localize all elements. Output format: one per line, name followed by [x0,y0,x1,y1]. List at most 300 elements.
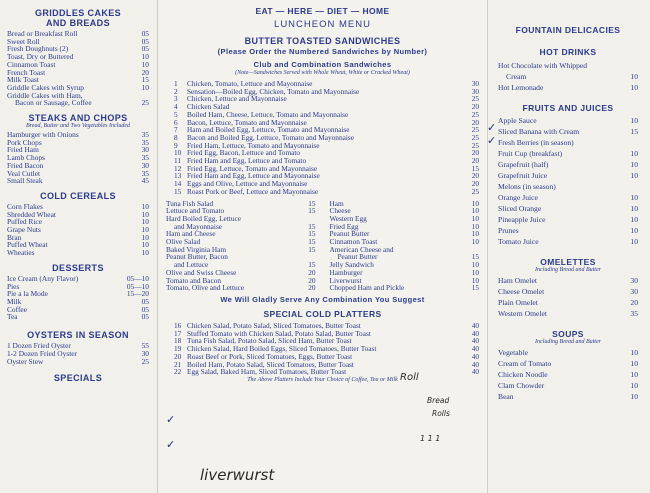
eat-here-heading: EAT — HERE — DIET — HOME [255,6,390,16]
item-name: Puffed Rice [7,217,42,227]
steaks-list [7,131,149,185]
item-price: 10 [630,171,638,180]
item-name: Oyster Stew [7,356,44,366]
item-name: French Toast [7,67,46,77]
item-price: 10 [630,83,638,92]
menu-item [174,368,479,376]
menu-item [498,192,638,203]
item-name: Fried Ham and Egg, Lettuce and Mayonnaise [187,171,320,181]
item-price: 25 [471,186,479,196]
omelette-heading: OMELETTES [540,257,596,267]
item-price: 10 [471,275,479,285]
item-name: Tuna Fish Salad, Potato Salad, Sliced Ham, Butter Toast [187,336,352,346]
right-panel [487,0,650,493]
check-mark-icon: ✓ [166,414,176,426]
item-name: Grape Nuts [7,225,41,235]
item-price: 10 [630,226,638,235]
sandwich-heading: BUTTER TOASTED SANDWICHES [244,36,401,46]
plain-sandwich-left [166,200,316,292]
soup-list [498,347,638,402]
item-price: 10 [471,206,479,216]
item-price: 20 [471,171,479,181]
griddle-heading-2: AND BREADS [45,18,110,28]
item-name: American Cheese and [329,244,394,254]
item-price: 10 [630,348,638,357]
menu-item [7,249,149,257]
item-name: Small Steak [7,176,43,186]
item-name: Chicken Noodle [498,370,548,379]
item-name: Plain Omelet [498,298,538,307]
item-price: 10 [630,116,638,125]
item-price: 20 [308,275,316,285]
dessert-heading: DESSERTS [52,262,104,273]
item-price: 15 [308,260,316,270]
menu-item [498,115,638,126]
item-price: 05 [141,296,149,306]
item-name: Bread or Breakfast Roll [7,29,78,38]
item-price: 25 [471,125,479,135]
menu-item [498,148,638,159]
item-price: 40 [471,320,479,330]
item-name: Tomato, Olive and Lettuce [166,283,245,293]
item-price: 15 [630,127,638,136]
item-name: Fruit Cup (breakfast) [498,149,563,158]
item-name: Peanut Butter [337,252,378,262]
item-name: Bean [498,392,514,401]
item-name: Fried Egg [329,221,359,231]
item-name: Cream of Tomato [498,359,552,368]
item-price: 10 [141,248,149,258]
item-price: 30 [471,79,479,88]
item-name: Fried Egg, Bacon, Lettuce and Tomato [187,148,301,158]
menu-item [330,200,480,208]
item-name: Ham [329,198,344,208]
item-name: Liverwurst [329,275,362,285]
item-price: 15 [308,206,316,216]
menu-item [7,313,149,321]
item-price: 20 [308,283,316,293]
item-name: Grapefruit Juice [498,171,548,180]
item-name: Hamburger with Onions [7,130,79,140]
item-name: Wheaties [7,248,35,258]
menu-item [7,99,149,107]
soup-heading: SOUPS [552,329,584,339]
fruit-heading: FRUITS AND JUICES [522,103,614,113]
hot-drinks-heading: HOT DRINKS [539,47,597,57]
item-name: Orange Juice [498,193,538,202]
item-name: Pork Chops [7,137,42,147]
item-name: Lamb Chops [7,153,45,163]
item-price: 40 [471,328,479,338]
item-name: Fried Ham [7,145,39,155]
item-price: 10 [471,237,479,247]
item-price: 25 [141,356,149,366]
item-name: Olive Salad [166,237,201,247]
item-price: 10 [141,225,149,235]
item-price: 10 [141,201,149,211]
item-price: 20 [630,298,638,307]
item-price: 05—10 [126,281,149,291]
item-price: 10 [630,237,638,246]
item-price: 10 [471,198,479,208]
item-number: 16 [174,320,182,330]
item-name: Chicken, Lettuce and Mayonnaise [187,94,287,104]
fruit-list [498,115,638,247]
item-name: Fresh Berries (in season) [498,138,574,147]
item-price: 20 [471,156,479,166]
item-price: 20 [471,179,479,189]
item-price: 35 [141,168,149,178]
item-price: 30 [630,276,638,285]
item-price: 15 [308,244,316,254]
item-name: Milk [7,296,22,306]
menu-item [498,347,638,358]
omelette-list [498,275,638,319]
item-name: and Lettuce [174,260,209,270]
item-name: Roast Pork or Beef, Lettuce and Mayonnaise [187,186,319,196]
menu-item [498,225,638,236]
item-name: Veal Cutlet [7,168,41,178]
menu-item [174,188,479,196]
item-name: Puffed Wheat [7,240,48,250]
item-price: 10 [471,267,479,277]
handwritten-mark: 1 1 1 [420,434,441,443]
item-number: 10 [174,148,182,158]
item-price: 05 [141,304,149,314]
item-name: Tomato Juice [498,237,539,246]
item-name: Sensation—Boiled Egg, Chicken, Tomato and Mayonnaise [187,86,360,96]
handwritten-rolls: Rolls [432,409,450,418]
item-price: 10 [471,213,479,223]
combo-note: We Will Gladly Serve Any Combination You Suggest [220,294,425,304]
cereal-heading: COLD CEREALS [40,190,116,201]
menu-item [498,126,638,137]
item-price: 10 [630,193,638,202]
item-price: 10 [141,82,149,92]
steaks-heading: STEAKS AND CHOPS [28,113,128,124]
item-price: 40 [471,344,479,354]
item-price: 25 [471,132,479,142]
item-name: Jelly Sandwich [329,260,374,270]
item-name: Pineapple Juice [498,215,546,224]
item-name: Cream [506,72,527,81]
item-price: 10 [630,370,638,379]
item-price: 10 [141,52,149,62]
item-number: 18 [174,336,182,346]
item-price: 20 [471,117,479,127]
item-name: Cheese [329,206,351,216]
item-price: 10 [141,217,149,227]
menu-item [498,358,638,369]
plain-sandwich-columns [166,200,479,292]
menu-item [498,286,638,297]
item-price: 25 [141,98,149,108]
item-name: Lettuce and Tomato [166,206,225,216]
item-name: Cinnamon Toast [7,59,56,69]
item-price: 05—10 [126,273,149,283]
item-price: 10 [141,59,149,69]
check-mark-icon: ✓ [487,135,497,147]
item-price: 35 [630,309,638,318]
item-name: Hot Chocolate with Whipped [498,61,588,70]
item-name: Western Egg [329,213,367,223]
item-name: Chicken Salad, Potato Salad, Sliced Tomatoes, Butter Toast [187,320,361,330]
item-number: 11 [174,156,182,166]
item-price: 25 [471,94,479,104]
club-note: (Note—Sandwiches Served with Whole Wheat, White or Cracked Wheat) [235,70,410,76]
item-price: 10 [630,149,638,158]
item-name: Stuffed Tomato with Chicken Salad, Potato Salad, Butter Toast [187,328,371,338]
item-price: 10 [471,260,479,270]
item-price: 15 [308,229,316,239]
item-name: Sliced Banana with Cream [498,127,580,136]
menu-item [498,170,638,181]
item-price: 10 [141,240,149,250]
item-price: 25 [471,140,479,150]
item-price: 20 [471,148,479,158]
item-number: 14 [174,179,182,189]
menu-item [498,236,638,247]
item-name: Cinnamon Toast [329,237,378,247]
item-name: Sweet Roll [7,36,40,46]
dessert-list [7,275,149,321]
item-name: Ham Omelet [498,276,538,285]
menu-item [7,358,149,366]
item-price: 10 [141,232,149,242]
item-name: and Mayonnaise [174,221,223,231]
item-price: 40 [471,336,479,346]
item-name: Tea [7,312,18,322]
menu-item [498,297,638,308]
menu-item [498,71,638,82]
menu-item [7,298,149,306]
item-price: 05 [141,36,149,46]
menu-item [498,214,638,225]
item-price: 10 [141,209,149,219]
menu-item [7,226,149,234]
item-price: 10 [630,359,638,368]
item-name: Shredded Wheat [7,209,56,219]
item-name: Tomato and Bacon [166,275,222,285]
item-price: 45 [141,176,149,186]
item-price: 35 [141,137,149,147]
item-name: Prunes [498,226,519,235]
item-name: Coffee [7,304,27,314]
item-name: Tuna Fish Salad [166,198,214,208]
item-price: 10 [471,229,479,239]
fountain-heading: FOUNTAIN DELICACIES [515,25,621,35]
item-name: Milk Toast [7,75,39,85]
item-name: Boiled Ham, Cheese, Lettuce, Tomato and Mayonnaise [187,109,349,119]
cereal-list [7,203,149,257]
item-price: 10 [630,160,638,169]
oyster-list [7,342,149,365]
menu-item [498,391,638,402]
griddle-heading-1: GRIDDLES CAKES [34,8,122,18]
item-number: 6 [174,117,178,127]
item-number: 15 [174,186,182,196]
item-number: 7 [174,125,178,135]
platter-note: The Above Platters Include Your Choice of Coffee, Tea or Milk [247,376,398,383]
item-name: Bran [7,232,22,242]
item-name: Bacon and Boiled Egg, Lettuce, Tomato and Mayonnaise [187,132,354,142]
menu-item [7,177,149,185]
item-price: 30 [141,145,149,155]
order-note: (Please Order the Numbered Sandwiches by Number) [217,47,428,56]
item-name: Griddle Cakes with Ham, [7,90,83,100]
item-name: Boiled Ham, Potato Salad, Sliced Tomatoes, Butter Toast [187,359,354,369]
item-name: Ham and Boiled Egg, Lettuce, Tomato and Mayonnaise [187,125,350,135]
club-heading: Club and Combination Sandwiches [253,60,392,69]
item-name: Fried Ham and Egg, Lettuce and Tomato [187,156,307,166]
item-price: 15 [471,283,479,293]
menu-item [330,284,480,292]
item-number: 9 [174,140,178,150]
menu-item [7,306,149,314]
item-price: 10 [630,392,638,401]
item-name: Toast, Dry or Buttered [7,52,74,62]
item-name: Corn Flakes [7,201,43,211]
item-name: Chicken, Tomato, Lettuce and Mayonnaise [187,79,313,88]
item-price: 10 [630,204,638,213]
item-price: 15 [141,75,149,85]
item-price: 15 [308,221,316,231]
item-name: Hot Lemonade [498,83,544,92]
item-name: Fresh Doughnuts (2) [7,44,69,54]
hot-drinks-list [498,60,638,93]
menu-item [498,275,638,286]
item-number: 4 [174,102,178,112]
handwritten-liverwurst: liverwurst [200,466,275,484]
item-name: Western Omelet [498,309,547,318]
item-name: Ice Cream (Any Flavor) [7,273,79,283]
item-price: 05 [141,44,149,54]
item-number: 8 [174,132,178,142]
item-number: 2 [174,86,178,96]
item-number: 20 [174,351,182,361]
menu-item [166,284,316,292]
item-name: Pie a la Mode [7,289,48,299]
item-price: 10 [630,72,638,81]
item-price: 10 [630,381,638,390]
menu-item [7,290,149,298]
check-mark-icon: ✓ [166,439,176,451]
item-price: 15—20 [126,289,149,299]
menu-item [498,82,638,93]
item-name: Egg Salad, Baked Ham, Sliced Tomatoes, Butter Toast [187,367,347,377]
item-price: 05 [141,312,149,322]
item-price: 35 [141,130,149,140]
item-name: Chicken Salad, Hard Boiled Eggs, Sliced Tomatoes, Butter Toast [187,344,377,354]
item-name: Roast Beef or Pork, Sliced Tomatoes, Eggs, Butter Toast [187,351,353,361]
item-price: 55 [141,341,149,351]
item-price: 20 [308,267,316,277]
item-name: Grapefruit (half) [498,160,549,169]
item-name: Chicken Salad [187,102,230,112]
item-price: 25 [471,109,479,119]
oyster-heading: OYSTERS IN SEASON [27,330,129,341]
item-price: 30 [630,287,638,296]
item-name: Bacon, Lettuce, Tomato and Mayonnaise [187,117,307,127]
menu-item [498,60,638,71]
item-name: Peanut Butter [329,229,370,239]
item-name: Fried Ham, Lettuce, Tomato and Mayonnaise [187,140,320,150]
item-number: 19 [174,344,182,354]
item-price: 20 [471,102,479,112]
menu-item [498,369,638,380]
item-name: Fried Bacon [7,160,44,170]
item-name: Vegetable [498,348,528,357]
handwritten-roll: Roll [400,372,419,383]
menu-item [498,181,638,192]
item-name: Hamburger [329,267,363,277]
platter-heading: SPECIAL COLD PLATTERS [263,308,382,319]
menu-item [498,380,638,391]
item-number: 1 [174,79,178,88]
item-price: 30 [141,160,149,170]
item-name: Clam Chowder [498,381,545,390]
platter-list [166,322,479,376]
menu-item [498,159,638,170]
omelette-subheading: Including Bread and Butter [535,267,601,273]
item-price: 15 [471,252,479,262]
item-name: Hard Boiled Egg, Lettuce [166,213,241,223]
item-price: 40 [471,359,479,369]
item-name: 1-2 Dozen Fried Oyster [7,348,77,358]
item-name: 1 Dozen Fried Oyster [7,341,71,351]
item-name: Bacon or Sausage, Coffee [15,98,92,108]
item-price: 40 [471,351,479,361]
item-number: 12 [174,163,182,173]
numbered-sandwich-list [166,80,479,196]
item-number: 22 [174,367,182,377]
item-price: 05 [141,29,149,38]
item-name: Ham and Cheese [166,229,216,239]
item-price: 30 [471,86,479,96]
menu-item [498,137,638,148]
handwritten-bread: Bread [427,396,450,405]
item-name: Griddle Cakes with Syrup [7,82,84,92]
item-name: Apple Sauce [498,116,537,125]
menu-item [498,308,638,319]
plain-sandwich-right [330,200,480,292]
left-panel [0,0,158,493]
item-number: 13 [174,171,182,181]
item-name: Pies [7,281,20,291]
item-price: 30 [141,348,149,358]
item-number: 17 [174,328,182,338]
item-number: 5 [174,109,178,119]
specials-heading: SPECIALS [53,373,103,384]
item-price: 35 [141,153,149,163]
item-name: Olive and Swiss Cheese [166,267,237,277]
luncheon-title: LUNCHEON MENU [274,19,371,30]
middle-panel [158,0,487,493]
item-price: 10 [630,215,638,224]
item-name: Chopped Ham and Pickle [329,283,405,293]
griddle-list [7,30,149,107]
item-name: Sliced Orange [498,204,542,213]
item-number: 3 [174,94,178,104]
item-name: Peanut Butter, Bacon [166,252,228,262]
item-name: Fried Egg, Lettuce, Tomato and Mayonnaise [187,163,318,173]
menu-item [498,203,638,214]
item-price: 10 [471,221,479,231]
item-price: 15 [308,237,316,247]
item-price: 15 [308,198,316,208]
item-price: 20 [141,67,149,77]
item-number: 21 [174,359,182,369]
